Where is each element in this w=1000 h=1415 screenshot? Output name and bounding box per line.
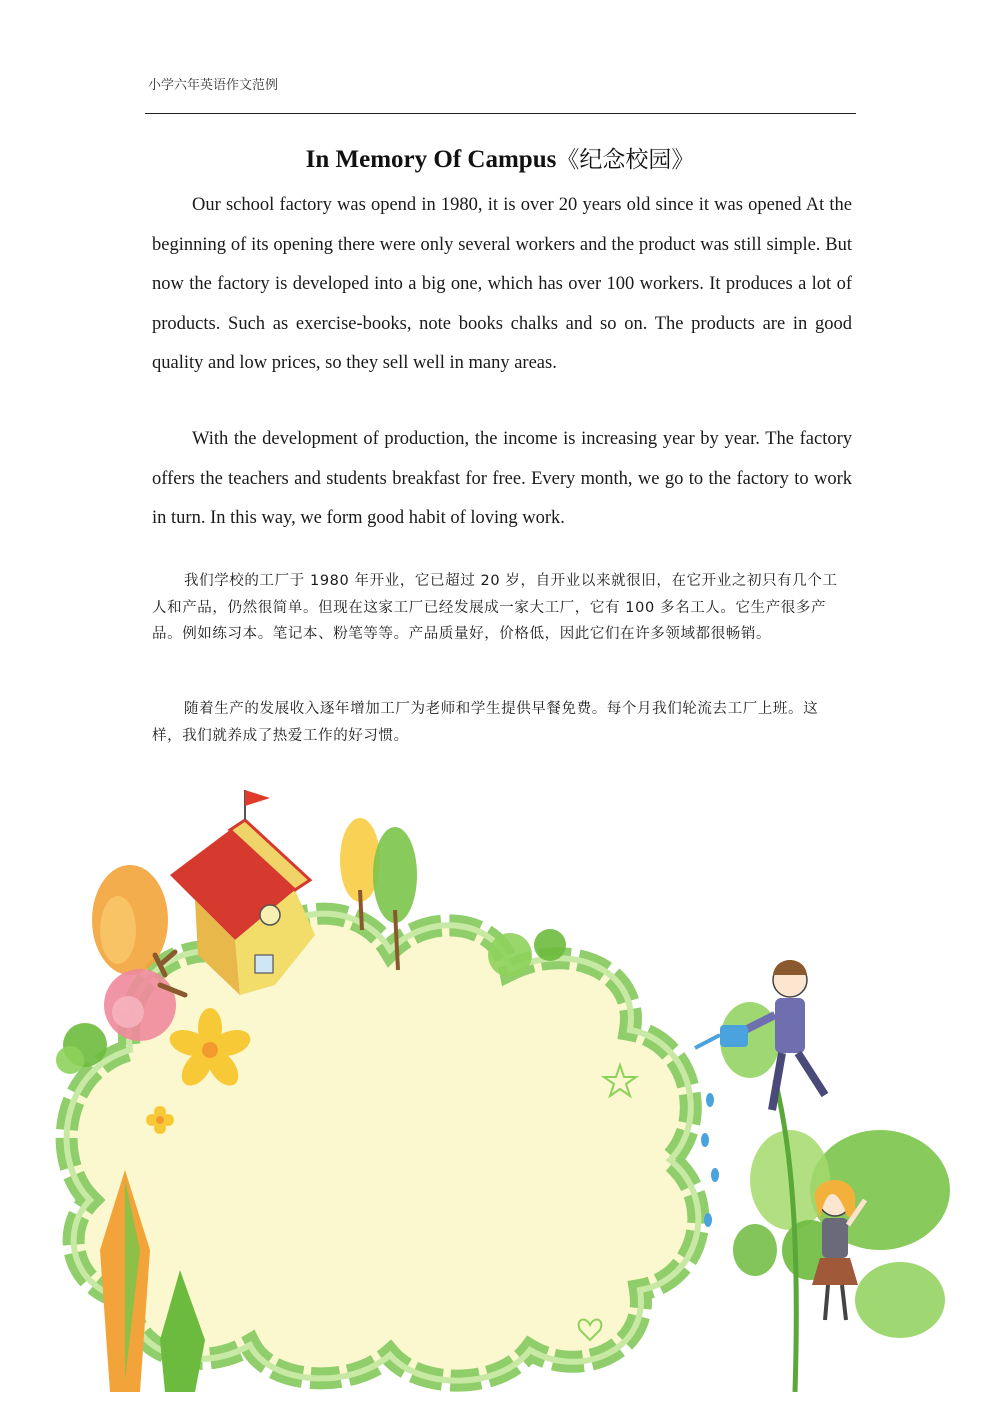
page-title (0, 141, 1000, 174)
chinese-paragraph-1-block (152, 568, 842, 648)
english-paragraph-1-block (152, 186, 852, 384)
chinese-paragraph-1: 我们学校的工厂于 1980 年开业，它已超过 20 岁，自开业以来就很旧，在它开业之初只有几个工人和产品，仍然很简单。但现在这家工厂已经发展成一家大工厂，它有 100 多名工人。它生产很多产品。例如练习本。笔记本、粉笔等等。产品质量好，价格低，因此它们在许多领域都很畅销。 (152, 573, 838, 642)
flag-icon (245, 790, 270, 806)
watering-can-icon (695, 1025, 748, 1048)
english-paragraph-2-block (152, 420, 852, 539)
header-text: 小学六年英语作文范例 (148, 78, 279, 93)
chinese-paragraph-2-block (152, 696, 842, 749)
campus-illustration (30, 780, 970, 1392)
tree-yellow-icon (340, 818, 380, 902)
english-paragraph-1: Our school factory was opend in 1980, it is over 20 years old since it was opened At the beginning of its opening there were only several workers and the product was still simple. But now the factory is developed into a big one, which has over 100 workers. It produces a lot of products. Such as exercise-books, note books chalks and so on. The products are in good quality and low prices, so they sell well in many areas. (152, 195, 852, 373)
tree-green-icon (373, 827, 417, 923)
chinese-paragraph-2: 随着生产的发展收入逐年增加工厂为老师和学生提供早餐免费。每个月我们轮流去工厂上班。这样，我们就养成了热爱工作的好习惯。 (152, 701, 819, 744)
header-rule (145, 113, 856, 114)
title-chinese: 《纪念校园》 (556, 147, 695, 173)
title-english: In Memory Of Campus (305, 146, 557, 173)
bush-right-icon (488, 933, 532, 977)
tree-pink-icon (104, 969, 176, 1041)
english-paragraph-2: With the development of production, the income is increasing year by year. The factory offers the teachers and students breakfast for free. Every month, we go to the factory to work in turn. In this way, we form good habit of loving work. (152, 429, 852, 528)
